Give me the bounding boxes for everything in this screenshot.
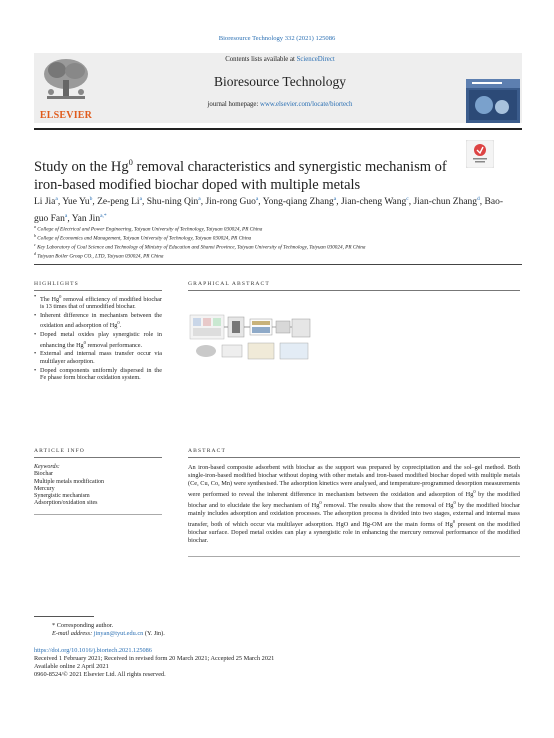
journal-name: Bioresource Technology [214, 74, 346, 89]
graphical-abstract-image [188, 311, 313, 365]
highlights-list [34, 293, 162, 383]
elsevier-tree-icon [37, 56, 95, 104]
highlight-superscript: 0 [83, 339, 86, 345]
keyword[interactable]: Biochar [34, 471, 53, 478]
highlight-item [34, 331, 162, 349]
abstract-superscript: 0 [452, 519, 456, 525]
abstract-superscript: 0 [319, 500, 322, 506]
abstract-part: An iron-based composite adsorbent with biochar as the support was prepared by coprecipitation and the sol–gel method. Both single-iron-based modified biochar without doping with other metals and iron-based modified biochar doped with multiple metals (Ce, Cu, Co, Mn) were synthesised. The adsorption kinetics were analysed, and temperature-programmed desorption measurements were performed to reveal the inherent difference in mechanism between the oxidation and adsorption of Hg [188, 464, 520, 499]
article-info-heading: ARTICLE INFO [34, 448, 85, 454]
received-dates: Received 1 February 2021; Received in revised form 20 March 2021; Accepted 25 March 2021 [34, 655, 275, 663]
author-name[interactable]: Li Jia [34, 197, 56, 208]
journal-cover-icon [466, 79, 520, 123]
highlights-rule [34, 290, 162, 291]
header-divider [34, 128, 522, 130]
contents-prefix: Contents lists available at [225, 56, 297, 63]
author-name[interactable]: Yue Yu [62, 197, 90, 208]
journal-info [130, 56, 430, 108]
keyword[interactable]: Multiple metals modification [34, 478, 104, 485]
keyword[interactable]: Synergistic mechanism [34, 493, 90, 500]
author-affiliation-mark[interactable]: d [477, 196, 480, 202]
affiliation-key: a [34, 224, 36, 229]
graphical-abstract-figure [188, 311, 313, 365]
highlight-superscript: 0 [59, 294, 62, 299]
highlight-text: Doped metal oxides play synergistic role in enhancing the Hg [40, 331, 162, 349]
abstract-superscript: 0 [453, 500, 456, 506]
homepage-line [130, 101, 430, 108]
abstract-part: removal. The results show that the removal of Hg [321, 502, 454, 510]
title-superscript: 0 [128, 157, 133, 167]
homepage-link[interactable]: www.elsevier.com/locate/biortech [260, 101, 353, 108]
affiliation [34, 242, 514, 251]
contents-line [130, 56, 430, 63]
crossmark-icon [466, 140, 494, 168]
keywords-block [34, 464, 162, 508]
corresponding-author-note: * Corresponding author. [52, 622, 114, 629]
doi-link[interactable]: https://doi.org/10.1016/j.biortech.2021.125086 [34, 647, 152, 654]
publication-info [34, 647, 434, 679]
affiliation-list [34, 224, 514, 261]
elsevier-logo [37, 56, 95, 120]
affiliation-text: Taiyuan Boiler Group CO., LTD, Taiyuan 030024, PR China [37, 254, 164, 261]
footnote [52, 622, 352, 638]
abstract-text [188, 464, 520, 545]
available-online: Available online 2 April 2021 [34, 663, 109, 671]
author-name[interactable]: Yong-qiang Zhang [262, 197, 334, 208]
abstract-heading: ABSTRACT [188, 448, 227, 454]
author-name[interactable]: Jian-cheng Wang [340, 197, 407, 208]
author-affiliation-mark[interactable]: a [64, 212, 68, 219]
highlight-text: removal performance. [85, 341, 143, 349]
highlight-text: The Hg [40, 296, 60, 304]
highlight-text: . [119, 322, 122, 330]
author-name[interactable]: Shu-ning Qin [146, 197, 199, 208]
author-name[interactable]: Jian-chun Zhang [413, 197, 478, 208]
affiliation [34, 233, 514, 242]
keyword[interactable]: Adsorption/oxidation sites [34, 500, 98, 507]
title-part: Study on the Hg [34, 158, 129, 175]
abstract-part: present on the modified biochar surface. Doped metal oxides can play a synergistic role in enhancing the mercury removal performance of the modified biochar. [188, 521, 520, 545]
keywords-rule [34, 514, 162, 515]
author-affiliation-mark[interactable]: a [333, 196, 337, 202]
highlight-item [34, 293, 162, 311]
author-affiliation-mark[interactable]: c [406, 196, 409, 202]
affiliation-key: b [34, 233, 36, 239]
highlight-text: Inherent difference in mechanism between the oxidation and adsorption of Hg [40, 312, 162, 330]
email-line [52, 630, 352, 638]
graphical-abstract-heading: GRAPHICAL ABSTRACT [188, 281, 270, 287]
graphical-abstract-rule [188, 290, 520, 291]
copyright: 0960-8524/© 2021 Elsevier Ltd. All rights reserved. [34, 671, 166, 679]
abstract-part: by the modified biochar and to elucidate the key mechanism of Hg [188, 491, 520, 510]
affiliation-text: College of Economics and Management, Taiyuan University of Technology, Taiyuan 030024, PR China [37, 235, 252, 242]
highlight-item [34, 367, 162, 382]
author-name[interactable]: Bao-guo Fan [34, 197, 504, 224]
footnote-rule [34, 616, 94, 617]
author-name[interactable]: Ze-peng Li [97, 197, 140, 208]
highlight-text: Doped components uniformly dispersed in the Fe phase form biochar oxidation system. [40, 366, 162, 381]
author-name[interactable]: Yan Jin [71, 213, 101, 224]
author-affiliation-mark[interactable]: a [198, 196, 201, 202]
affiliation-text: College of Electrical and Power Engineering, Taiyuan University of Technology, Taiyuan 030024, PR China [37, 226, 263, 233]
author-affiliation-mark[interactable]: a [55, 196, 58, 202]
affiliation [34, 224, 514, 233]
keywords-label: Keywords: [34, 464, 60, 470]
article-title [34, 153, 464, 194]
publisher-wordmark: ELSEVIER [39, 110, 93, 121]
affiliation [34, 251, 514, 260]
author-affiliation-mark[interactable]: a,* [100, 212, 107, 219]
abstract-superscript: 0 [473, 489, 476, 494]
sciencedirect-link[interactable]: ScienceDirect [296, 56, 335, 63]
highlight-text: removal efficiency of modified biochar is 13 times that of unmodified biochar. [40, 296, 162, 311]
email-suffix: (Y. Jin). [143, 630, 165, 637]
author-list: Li Jia$^a$, Yue Yu$^b$, Ze-peng Li$^a$, Shu-ning Qin$^a$, Jin-rong Guo$^a$, Yong-qiang Zhang$^a$, Jian-cheng Wang$^c$, Jian-chun Zhang$^d$, Bao-guo Fan$^a$, Yan Jin$^{a,*}$ [34, 196, 504, 224]
journal-citation[interactable]: Bioresource Technology 332 (2021) 125086 [218, 35, 336, 42]
article-info-rule [34, 457, 162, 458]
highlight-superscript: 0 [117, 320, 120, 326]
affiliation-text: Key Laboratory of Coal Science and Technology of Ministry of Education and Shanxi Province, Taiyuan University of Technology, Taiyuan 030024, PR China [37, 245, 366, 252]
author-affiliation-mark[interactable]: b [89, 196, 93, 202]
title-part: removal characteristics and synergistic mechanism of [132, 158, 447, 175]
abstract-bottom-rule [188, 556, 520, 557]
affiliation-divider [34, 264, 522, 265]
check-for-updates-badge[interactable] [466, 140, 494, 168]
journal-cover-image [466, 79, 520, 123]
highlight-item [34, 312, 162, 330]
abstract-part: by the modified biochar mainly includes adsorption and oxidation processes. The adsorption process is divided into two stages, external and internal mass transfer, both of which occur via multilayer adsorption. HgO and Hg-OM are the main forms of Hg [188, 502, 521, 529]
affiliation-key: c [34, 242, 36, 248]
title-line-2: iron-based modified biochar doped with multiple metals [34, 176, 361, 193]
highlights-heading: HIGHLIGHTS [34, 281, 79, 287]
email-label: E-mail address: [52, 630, 94, 637]
homepage-prefix: journal homepage: [207, 101, 261, 108]
author-name[interactable]: Jin-rong Guo [205, 197, 256, 208]
keyword[interactable]: Mercury [34, 485, 55, 492]
affiliation-key: d [34, 251, 36, 257]
author-affiliation-mark[interactable]: a [255, 196, 259, 202]
author-affiliation-mark[interactable]: a [139, 196, 143, 202]
abstract-rule [188, 457, 520, 458]
highlight-text: External and internal mass transfer occur via multilayer adsorption. [40, 350, 162, 365]
highlight-item [34, 350, 162, 365]
email-link[interactable]: jinyan@tyut.edu.cn [93, 630, 144, 637]
